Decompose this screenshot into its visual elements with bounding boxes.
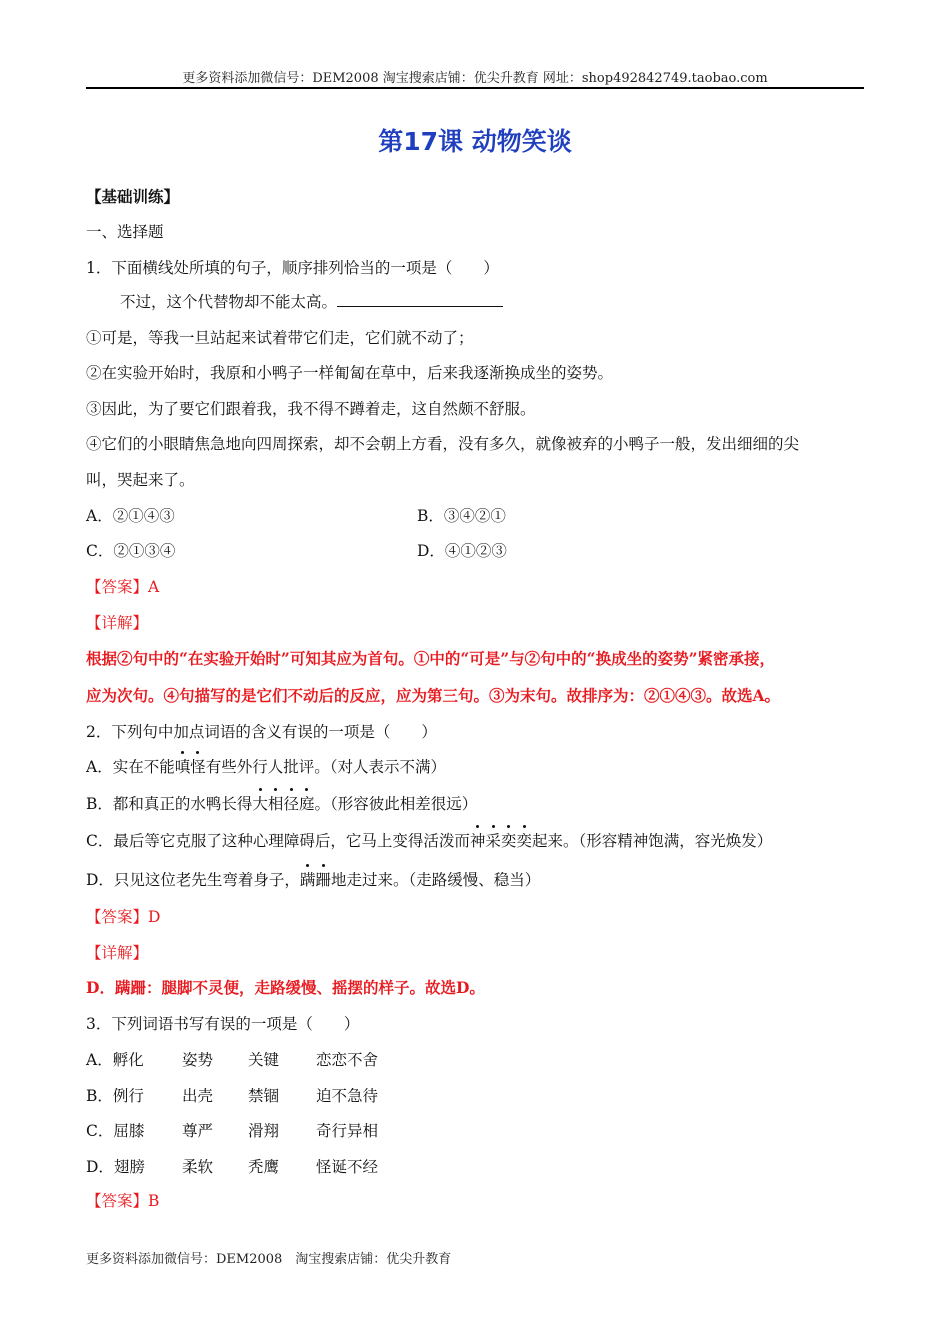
q2-option-d xyxy=(86,868,540,890)
q2-answer: 【答案】D xyxy=(86,908,161,926)
q2-d-dotted-word xyxy=(300,871,331,889)
q2-detail: D．蹒跚：腿脚不灵便，走路缓慢、摇摆的样子。故选D。 xyxy=(86,978,485,997)
q1-option-b: B．③④②① xyxy=(417,507,506,525)
q2-option-a xyxy=(86,755,446,777)
q2-stem: 2．下列句中加点词语的含义有误的一项是（ ） xyxy=(86,723,437,741)
q1-prompt-text: 不过，这个代替物却不能太高。 xyxy=(120,293,338,311)
dotted-char: 庭 xyxy=(299,792,315,814)
q1-answer: 【答案】A xyxy=(86,578,160,596)
q3-option-word: 恋恋不舍 xyxy=(316,1051,379,1069)
q1-prompt xyxy=(120,290,503,312)
q2-a-gloss: 有些外行人批评。（对人表示不满） xyxy=(205,758,446,776)
q2-option-b xyxy=(86,792,477,814)
dotted-char: 采 xyxy=(485,829,501,851)
q2-c-dotted-word xyxy=(470,832,532,850)
q3-option-word: 滑翔 xyxy=(248,1122,280,1140)
page-header: 更多资料添加微信号：DEM2008 淘宝搜索店铺：优尖升教育 网址：shop492842749.taobao.com xyxy=(182,71,768,86)
section-heading: 【基础训练】 xyxy=(86,187,180,206)
q2-detail-label: 【详解】 xyxy=(86,944,149,962)
q1-detail-line-2: 应为次句。④句描写的是它们不动后的反应，应为第三句。③为末句。故排序为：②①④③。故选A。 xyxy=(86,686,781,705)
q3-option-word: 出壳 xyxy=(182,1087,214,1105)
lesson-title: 第17课 动物笑谈 xyxy=(378,127,572,156)
q3-stem: 3．下列词语书写有误的一项是（ ） xyxy=(86,1015,360,1033)
dotted-char: 相 xyxy=(268,792,284,814)
q1-option-a: A．②①④③ xyxy=(86,507,175,525)
q1-option-c: C．②①③④ xyxy=(86,542,176,560)
q3-option-word: D．翅膀 xyxy=(86,1158,145,1176)
dotted-char: 蹒 xyxy=(300,868,316,890)
q2-c-gloss: 起来。（形容精神饱满，容光焕发） xyxy=(531,832,773,850)
answer-blank xyxy=(337,292,503,307)
q2-b-text: B．都和真正的水鸭长得 xyxy=(86,795,253,813)
q1-option-d: D．④①②③ xyxy=(417,542,507,560)
q1-sentence-3: ③因此，为了要它们跟着我，我不得不蹲着走，这自然颇不舒服。 xyxy=(86,400,536,418)
q3-option-word: 姿势 xyxy=(182,1051,214,1069)
q3-option-word: 秃鹰 xyxy=(248,1158,280,1176)
page-footer: 更多资料添加微信号：DEM2008 淘宝搜索店铺：优尖升教育 xyxy=(86,1252,452,1267)
dotted-char: 怪 xyxy=(190,755,206,777)
q3-option-word: A．孵化 xyxy=(86,1051,144,1069)
q2-b-gloss: 。（形容彼此相差很远） xyxy=(314,795,478,813)
q3-option-word: 怪诞不经 xyxy=(316,1158,379,1176)
q3-option-word: 奇行异相 xyxy=(316,1122,379,1140)
q1-stem: 1．下面横线处所填的句子，顺序排列恰当的一项是（ ） xyxy=(86,259,499,277)
q1-detail-label: 【详解】 xyxy=(86,614,149,632)
q1-sentence-4a: ④它们的小眼睛焦急地向四周探索，却不会朝上方看，没有多久，就像被弃的小鸭子一般，发出细细的尖 xyxy=(86,435,800,453)
q2-a-dotted-word xyxy=(175,758,206,776)
q2-d-text: D．只见这位老先生弯着身子， xyxy=(86,871,300,889)
q2-b-dotted-word xyxy=(252,795,314,813)
q1-sentence-4b: 叫，哭起来了。 xyxy=(86,471,195,489)
dotted-char: 跚 xyxy=(315,868,331,890)
q3-option-word: 迫不急待 xyxy=(316,1087,379,1105)
dotted-char: 奕 xyxy=(501,829,517,851)
q2-option-c xyxy=(86,829,772,851)
q2-c-text: C．最后等它克服了这种心理障碍后，它马上变得活泼而 xyxy=(86,832,470,850)
q1-sentence-2: ②在实验开始时，我原和小鸭子一样匍匐在草中，后来我逐渐换成坐的姿势。 xyxy=(86,364,614,382)
header-divider xyxy=(86,87,864,89)
q1-detail-line-1: 根据②句中的“在实验开始时”可知其应为首句。①中的“可是”与②句中的“换成坐的姿势”紧密承接， xyxy=(86,649,775,668)
dotted-char: 大 xyxy=(252,792,268,814)
q3-option-word: 禁锢 xyxy=(248,1087,280,1105)
dotted-char: 嗔 xyxy=(175,755,191,777)
q2-a-text: A．实在不能 xyxy=(86,758,175,776)
dotted-char: 奕 xyxy=(516,829,532,851)
q3-answer: 【答案】B xyxy=(86,1192,160,1210)
q3-option-word: 柔软 xyxy=(182,1158,214,1176)
q3-option-word: 关键 xyxy=(248,1051,280,1069)
dotted-char: 神 xyxy=(470,829,486,851)
dotted-char: 径 xyxy=(283,792,299,814)
q3-option-word: 尊严 xyxy=(182,1122,214,1140)
q3-option-word: B．例行 xyxy=(86,1087,144,1105)
part-heading: 一、选择题 xyxy=(86,223,164,241)
q3-option-word: C．屈膝 xyxy=(86,1122,145,1140)
q2-d-gloss: 地走过来。（走路缓慢、稳当） xyxy=(330,871,541,889)
q1-sentence-1: ①可是，等我一旦站起来试着带它们走，它们就不动了； xyxy=(86,329,474,347)
